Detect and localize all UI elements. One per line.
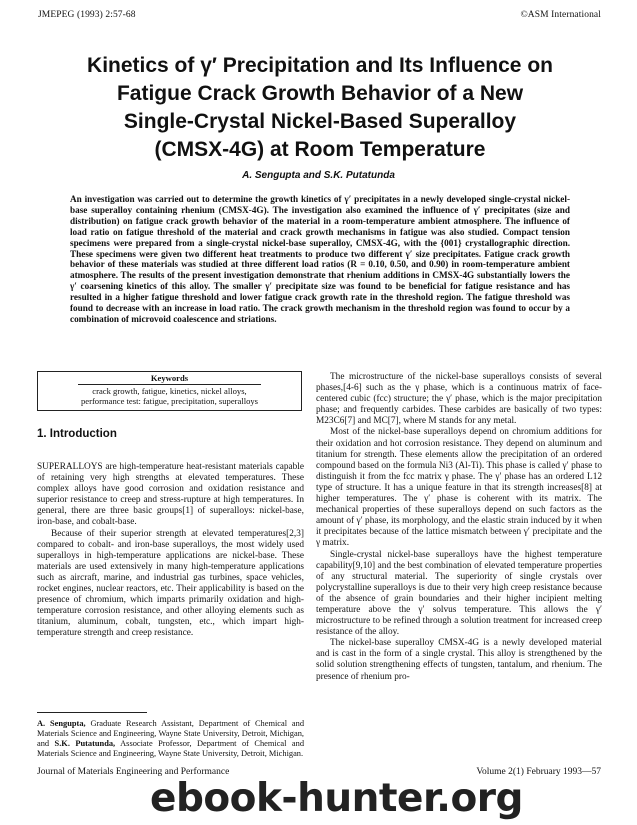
keywords-line-1: crack growth, fatigue, kinetics, nickel alloys,	[92, 385, 247, 396]
footer-journal-name: Journal of Materials Engineering and Performance	[37, 767, 230, 777]
footnote-affiliation-1: Graduate Research Assistant, Department of Chemical and Materials Science and Engineering, Wayne State University, Detroit, Michigan, and	[37, 719, 305, 748]
body-paragraph-3: Single-crystal nickel-base superalloys have the highest temperature capability[9,10] and the best combination of elevated temperature properties of any structural material. The superiority of single crystals over polycrystalline superalloys is due to their very high creep resistance because of the absence of grain boundaries and their higher incipient melting temperature above the γ′ solvus temperature. This allows the γ′ microstructure to be refined through a solution treatment for increased creep resistance of the alloy.	[316, 549, 602, 638]
keywords-title: Keywords	[78, 372, 261, 385]
authors: A. Sengupta and S.K. Putatunda	[242, 170, 395, 181]
title-line-3: Single-Crystal Nickel-Based Superalloy	[123, 110, 517, 133]
intro-paragraph-2: Because of their superior strength at elevated temperatures[2,3] compared to cobalt- and iron-base superalloys, the most widely used superalloys in high-temperature applications are nickel-base. These materials are used extensively in many high-temperature applications such as aircraft, marine, and industrial gas turbines, space vehicles, rocket engines, nuclear reactors, etc. Their applicability is based on the presence of chromium, which imparts primarily oxidation and high-temperature corrosion resistance, and other alloying elements such as titanium, aluminum, cobalt, tungsten, etc., which impart high-temperature strength and creep resistance.	[37, 528, 304, 639]
author-footnote	[37, 719, 304, 759]
footnote-affiliation-2: Associate Professor, Department of Chemical and Materials Science and Engineering, Wayne State University, Detroit, Michigan.	[37, 739, 305, 758]
keywords-line-2: performance test: fatigue, precipitation, superalloys	[80, 396, 259, 406]
title-line-1: Kinetics of γ′ Precipitation and Its Influence on	[87, 54, 553, 77]
footnote-divider	[37, 712, 147, 713]
title-line-2: Fatigue Crack Growth Behavior of a New	[116, 82, 524, 105]
watermark: ebook-hunter.org	[150, 776, 523, 821]
intro-paragraph-1: SUPERALLOYS are high-temperature heat-resistant materials capable of retaining very high strengths at elevated temperatures. These complex alloys have good corrosion and oxidation resistance and superior resistance to creep and stress-rupture at high temperatures. In general, there are three basic groups[1] of superalloys: nickel-base, iron-base, and cobalt-base.	[37, 462, 304, 528]
footer-volume-page: Volume 2(1) February 1993—57	[476, 767, 601, 777]
section-heading-introduction: 1. Introduction	[37, 428, 117, 440]
body-paragraph-1: The microstructure of the nickel-base superalloys consists of several phases,[4-6] such as the γ phase, which is a continuous matrix of face-centered cubic (fcc) structure; the γ′ phase, which is the major precipitation phase; and frequently carbides. These carbides are basically of two types: M23C6[7] and MC[7], where M stands for any metal.	[316, 372, 602, 427]
title-line-4: (CMSX-4G) at Room Temperature	[154, 138, 486, 161]
paper-title	[40, 52, 600, 164]
body-paragraph-4: The nickel-base superalloy CMSX-4G is a newly developed material and is cast in the form of a single crystal. This alloy is strengthened by the solid solution strengthening effects of tungsten, tantalum, and rhenium. The presence of rhenium pro-	[316, 638, 602, 682]
body-paragraph-2: Most of the nickel-base superalloys depend on chromium additions for their oxidation and hot corrosion resistance. They depend on aluminum and titanium for strength. These elements allow the precipitation of an ordered compound based on the formula Ni3 (Al-Ti). This phase is called γ′ phase to distinguish it from the fcc matrix γ phase. The γ′ phase has an ordered L12 type of structure. It has a unique feature in that its strength increases[8] at higher temperatures. The γ′ phase is coherent with its matrix. The mechanical properties of these superalloys depend on such factors as the amount of γ′ phase, its morphology, and the elastic strain induced by it when it precipitates because of the lattice mismatch between γ′ precipitate and the γ matrix.	[316, 427, 602, 549]
abstract: An investigation was carried out to determine the growth kinetics of γ′ precipitates in a newly developed single-crystal nickel-base superalloy containing rhenium (CMSX-4G). The investigation also examined the influence of γ′ precipitates (size and distribution) on fatigue crack growth behavior of the material in a room-temperature ambient atmosphere. The influence of load ratio on fatigue threshold of the material and crack growth mechanisms in fatigue was also studied. Compact tension specimens were prepared from a single-crystal nickel-base superalloy, CMSX-4G, with the {001} crystallographic direction. These specimens were given two different heat treatments to produce two different γ′ size precipitates. Fatigue crack growth behavior of these materials was studied at three different load ratios (R = 0.10, 0.50, and 0.90) in room-temperature ambient atmosphere. The results of the present investigation demonstrate that rhenium additions in CMSX-4G substantially lowers the γ′ coarsening kinetics of this alloy. The smaller γ′ precipitate size was found to be beneficial for fatigue resistance and has resulted in a higher fatigue threshold and lower fatigue crack growth rate in the threshold region. The fatigue threshold was found to decrease with an increase in load ratio. The crack growth mechanism in the threshold region was found to occur by a combination of microvoid coalescence and striations.	[70, 194, 570, 324]
footnote-author-1: A. Sengupta,	[37, 719, 86, 728]
keywords-list	[38, 385, 301, 407]
keywords-box	[37, 371, 302, 411]
footnote-author-2: S.K. Putatunda,	[54, 739, 116, 748]
journal-citation: JMEPEG (1993) 2:57-68	[38, 10, 136, 20]
left-column	[37, 462, 304, 640]
right-column	[316, 372, 602, 683]
copyright-notice: ©ASM International	[520, 10, 601, 20]
